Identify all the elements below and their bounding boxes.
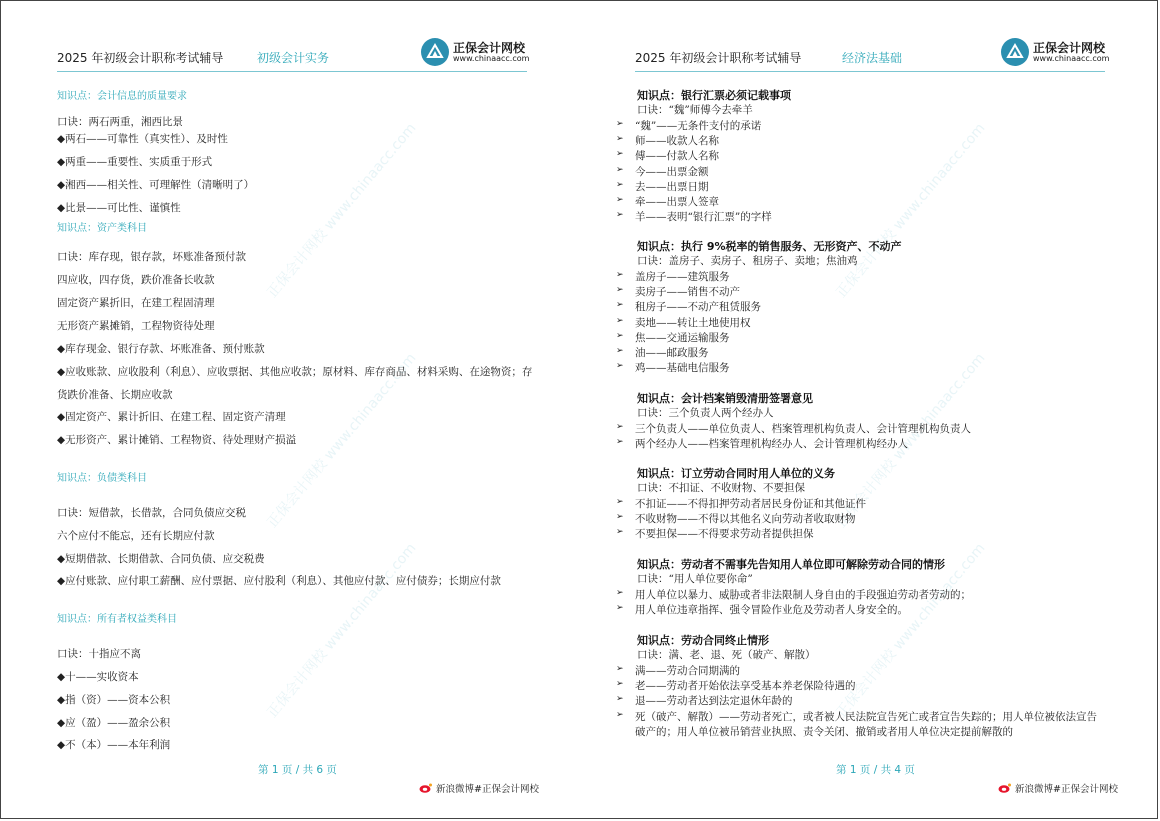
list-item — [616, 421, 1106, 436]
list-item-text: 不扣证——不得扣押劳动者居民身份证和其他证件 — [635, 497, 866, 510]
logo-url: www.chinaacc.com — [453, 54, 530, 63]
knowledge-point-heading: 知识点：所有者权益类科目 — [57, 614, 177, 625]
list-item-text: 老——劳动者开始依法享受基本养老保险待遇的 — [635, 679, 856, 692]
text-line: 货跌价准备、长期应收款 — [57, 389, 173, 401]
watermark: 正保会计网校 www.chinaacc.com — [264, 350, 420, 531]
left-page — [0, 0, 579, 819]
list-item — [616, 179, 1106, 194]
arrow-bullet-icon: ➢ — [616, 602, 624, 613]
list-item-text: 两个经办人——档案管理机构经办人、会计管理机构经办人 — [635, 437, 908, 450]
knowledge-point-heading: 知识点：劳动者不需事先告知用人单位即可解除劳动合同的情形 — [637, 558, 945, 571]
mnemonic-line: 口诀：“用人单位要你命” — [637, 573, 753, 586]
list-item — [616, 299, 1106, 314]
list-item-text: 盖房子——建筑服务 — [635, 270, 730, 283]
text-line: 四应收，四存货，跌价准备长收款 — [57, 274, 215, 286]
text-line: ◆十——实收资本 — [57, 671, 139, 683]
list-item — [616, 148, 1106, 163]
text-line: ◆应付账款、应付职工薪酬、应付票据、应付股利（利息）、其他应付款、应付债券；长期应付款 — [57, 575, 501, 587]
text-line: ◆不（本）——本年利润 — [57, 739, 171, 751]
list-item — [616, 209, 1106, 224]
list-item — [616, 724, 1106, 739]
arrow-bullet-icon: ➢ — [616, 709, 624, 720]
arrow-bullet-icon: ➢ — [616, 421, 624, 432]
list-item — [616, 330, 1106, 345]
header-subject: 经济法基础 — [842, 51, 903, 65]
arrow-bullet-icon: ➢ — [616, 346, 624, 357]
watermark: 正保会计网校 www.chinaacc.com — [833, 120, 989, 301]
list-item — [616, 269, 1106, 284]
logo-url: www.chinaacc.com — [1033, 54, 1110, 63]
list-item — [616, 526, 1106, 541]
weibo-footer: 新浪微博#正保会计网校 — [998, 781, 1118, 795]
arrow-bullet-icon: ➢ — [616, 496, 624, 507]
page-number: 第 1 页 / 共 6 页 — [258, 764, 337, 776]
weibo-icon — [998, 783, 1012, 793]
knowledge-point-heading: 知识点：劳动合同终止情形 — [637, 634, 769, 647]
text-line: ◆比景——可比性、谨慎性 — [57, 202, 181, 214]
list-item-text: 师——收款人名称 — [635, 134, 719, 147]
knowledge-point-heading: 知识点：执行 9%税率的销售服务、无形资产、不动产 — [637, 240, 902, 253]
arrow-bullet-icon: ➢ — [616, 527, 624, 538]
text-line: ◆应（盈）——盈余公积 — [57, 717, 171, 729]
logo-emblem-icon — [421, 38, 449, 66]
weibo-icon — [419, 783, 433, 793]
list-item-text: 用人单位违章指挥、强令冒险作业危及劳动者人身安全的。 — [635, 603, 908, 616]
mnemonic-line: 口诀：“魏”师傅今去牵羊 — [637, 104, 753, 117]
text-line: ◆无形资产、累计摊销、工程物资、待处理财产损溢 — [57, 434, 297, 446]
text-line: 口诀：十指应不离 — [57, 648, 141, 660]
arrow-bullet-icon: ➢ — [616, 315, 624, 326]
list-item-text: 破产的；用人单位被吊销营业执照、责令关闭、撤销或者用人单位决定提前解散的 — [635, 725, 1013, 738]
list-item-text: 鸡——基础电信服务 — [635, 362, 730, 375]
list-item-text: 租房子——不动产租赁服务 — [635, 301, 761, 314]
header-title: 2025 年初级会计职称考试辅导 — [635, 51, 802, 65]
arrow-bullet-icon: ➢ — [616, 164, 624, 175]
arrow-bullet-icon: ➢ — [616, 284, 624, 295]
arrow-bullet-icon: ➢ — [616, 436, 624, 447]
header-divider — [635, 71, 1105, 72]
knowledge-point-heading: 知识点：订立劳动合同时用人单位的义务 — [637, 467, 835, 480]
list-item — [616, 360, 1106, 375]
mnemonic-line: 口诀：满、老、退、死（破产、解散） — [637, 649, 816, 662]
list-item — [616, 436, 1106, 451]
watermark: 正保会计网校 www.chinaacc.com — [264, 120, 420, 301]
list-item-text: “魏”——无条件支付的承诺 — [635, 119, 762, 132]
list-item-text: 满——劳动合同期满的 — [635, 664, 740, 677]
text-line: ◆指（资）——资本公积 — [57, 694, 171, 706]
watermark: 正保会计网校 www.chinaacc.com — [833, 540, 989, 721]
list-item — [616, 678, 1106, 693]
list-item — [616, 663, 1106, 678]
logo-emblem-icon — [1001, 38, 1029, 66]
arrow-bullet-icon: ➢ — [616, 361, 624, 372]
brand-logo — [421, 38, 531, 68]
list-item-text: 用人单位以暴力、威胁或者非法限制人身自由的手段强迫劳动者劳动的； — [635, 588, 971, 601]
list-item-text: 油——邮政服务 — [635, 347, 709, 360]
logo-name: 正保会计网校 — [1033, 41, 1106, 55]
text-line: ◆固定资产、累计折旧、在建工程、固定资产清理 — [57, 411, 286, 423]
watermark: 正保会计网校 www.chinaacc.com — [833, 350, 989, 531]
text-line: ◆湘西——相关性、可理解性（清晰明了） — [57, 179, 255, 191]
text-line: ◆两重——重要性、实质重于形式 — [57, 156, 213, 168]
arrow-bullet-icon: ➢ — [616, 663, 624, 674]
arrow-bullet-icon: ➢ — [616, 587, 624, 598]
arrow-bullet-icon: ➢ — [616, 118, 624, 129]
list-item — [616, 345, 1106, 360]
text-line: 口诀：两石两重，湘西比景 — [57, 116, 183, 128]
weibo-footer: 新浪微博#正保会计网校 — [419, 781, 539, 795]
header-subject: 初级会计实务 — [257, 51, 330, 65]
list-item-text: 羊——表明“银行汇票”的字样 — [635, 211, 772, 224]
knowledge-point-heading: 知识点：银行汇票必须记载事项 — [637, 89, 791, 102]
list-item-text: 退——劳动者达到法定退休年龄的 — [635, 695, 793, 708]
list-item-text: 牵——出票人签章 — [635, 196, 719, 209]
list-item — [616, 133, 1106, 148]
text-line: ◆应收账款、应收股利（利息）、应收票据、其他应收款；原材料、库存商品、材料采购、在途物资；存 — [57, 366, 533, 378]
arrow-bullet-icon: ➢ — [616, 149, 624, 160]
arrow-bullet-icon: ➢ — [616, 133, 624, 144]
list-item-text: 卖房子——销售不动产 — [635, 285, 740, 298]
list-item-text: 不要担保——不得要求劳动者提供担保 — [635, 528, 814, 541]
arrow-bullet-icon: ➢ — [616, 300, 624, 311]
list-item — [616, 164, 1106, 179]
arrow-bullet-icon: ➢ — [616, 269, 624, 280]
header-divider — [57, 71, 527, 72]
list-item — [616, 315, 1106, 330]
text-line: 固定资产累折旧，在建工程固清理 — [57, 297, 215, 309]
list-item — [616, 587, 1106, 602]
arrow-bullet-icon: ➢ — [616, 179, 624, 190]
list-item-text: 卖地——转让土地使用权 — [635, 316, 751, 329]
list-item-text: 去——出票日期 — [635, 180, 709, 193]
arrow-bullet-icon: ➢ — [616, 330, 624, 341]
list-item — [616, 709, 1106, 724]
knowledge-point-heading: 知识点：会计信息的质量要求 — [57, 91, 187, 102]
text-line: 口诀：短借款，长借款，合同负债应交税 — [57, 507, 246, 519]
text-line: ◆两石——可靠性（真实性）、及时性 — [57, 133, 228, 145]
list-item-text: 三个负责人——单位负责人、档案管理机构负责人、会计管理机构负责人 — [635, 422, 971, 435]
text-line: 口诀：库存现，银存款，坏账准备预付款 — [57, 251, 246, 263]
arrow-bullet-icon: ➢ — [616, 195, 624, 206]
list-item-text: 焦——交通运输服务 — [635, 331, 730, 344]
list-item — [616, 118, 1106, 133]
arrow-bullet-icon: ➢ — [616, 511, 624, 522]
list-item — [616, 496, 1106, 511]
arrow-bullet-icon: ➢ — [616, 694, 624, 705]
list-item-text: 今——出票金额 — [635, 165, 709, 178]
text-line: ◆库存现金、银行存款、坏账准备、预付账款 — [57, 343, 265, 355]
text-line: 无形资产累摊销，工程物资待处理 — [57, 320, 215, 332]
list-item-text: 傅——付款人名称 — [635, 150, 719, 163]
mnemonic-line: 口诀：盖房子、卖房子、租房子、卖地；焦油鸡 — [637, 255, 858, 268]
brand-logo — [1001, 38, 1111, 68]
list-item — [616, 602, 1106, 617]
list-item — [616, 284, 1106, 299]
knowledge-point-heading: 知识点：负债类科目 — [57, 473, 147, 484]
list-item — [616, 511, 1106, 526]
arrow-bullet-icon: ➢ — [616, 210, 624, 221]
knowledge-point-heading: 知识点：会计档案销毁清册签署意见 — [637, 392, 813, 405]
list-item — [616, 693, 1106, 708]
page-number: 第 1 页 / 共 4 页 — [836, 764, 915, 776]
knowledge-point-heading: 知识点：资产类科目 — [57, 223, 147, 234]
list-item-text: 不收财物——不得以其他名义向劳动者收取财物 — [635, 512, 856, 525]
watermark: 正保会计网校 www.chinaacc.com — [264, 540, 420, 721]
list-item — [616, 194, 1106, 209]
text-line: 六个应付不能忘，还有长期应付款 — [57, 530, 215, 542]
logo-name: 正保会计网校 — [453, 41, 526, 55]
header-title: 2025 年初级会计职称考试辅导 — [57, 51, 224, 65]
right-page — [579, 0, 1158, 819]
arrow-bullet-icon: ➢ — [616, 678, 624, 689]
text-line: ◆短期借款、长期借款、合同负债、应交税费 — [57, 553, 265, 565]
mnemonic-line: 口诀：三个负责人两个经办人 — [637, 407, 774, 420]
mnemonic-line: 口诀：不扣证、不收财物、不要担保 — [637, 482, 805, 495]
list-item-text: 死（破产、解散）——劳动者死亡，或者被人民法院宣告死亡或者宣告失踪的；用人单位被依法宣告 — [635, 710, 1097, 723]
